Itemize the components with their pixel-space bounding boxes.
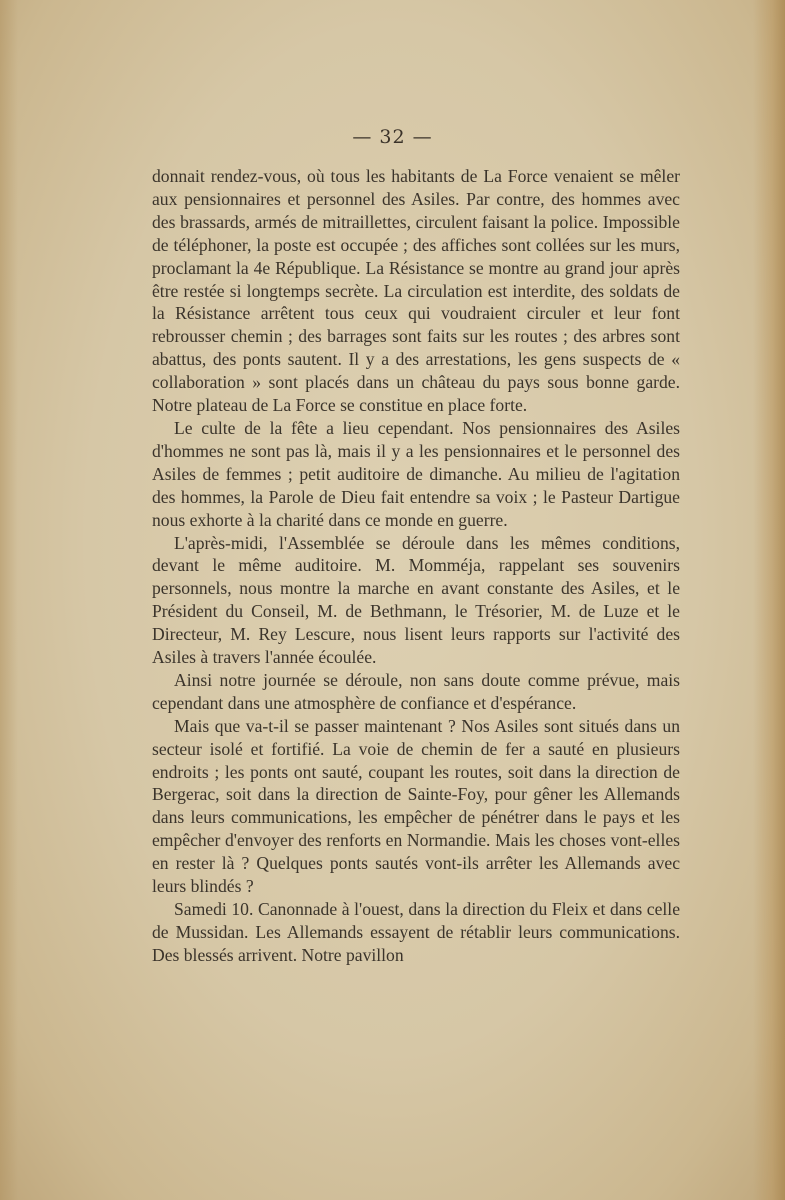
paragraph-2: Le culte de la fête a lieu cependant. Nos pensionnaires des Asiles d'hommes ne sont pas là, mais il y a les pensionnaires et le personnel des Asiles de femmes ; petit auditoire de dimanche. Au milieu de l'agitation des hommes, la Parole de Dieu fait entendre sa voix ; le Pasteur Dartigue nous exhorte à la charité dans ce monde en guerre. [152,417,680,530]
paper-edge-right [753,0,785,1200]
paragraph-1: donnait rendez-vous, où tous les habitants de La Force venaient se mêler aux pensionnaires et personnel des Asiles. Par contre, des hommes avec des brassards, armés de mitraillettes, circulent faisant la police. Impossible de téléphoner, la poste est occupée ; des affiches sont collées sur les murs, proclamant la 4e République. La Résistance se montre au grand jour après être restée si longtemps secrète. La circulation est interdite, des soldats de la Résistance arrêtent tous ceux qui voudraient circuler et leur font rebrousser chemin ; des barrages sont faits sur les routes ; des arbres sont abattus, des ponts sautent. Il y a des arrestations, les gens suspects de « collaboration » sont placés dans un château du pays sous bonne garde. Notre plateau de La Force se constitue en place forte. [152,166,680,416]
paragraph-5: Mais que va-t-il se passer maintenant ? Nos Asiles sont situés dans un secteur isolé et fortifié. La voie de chemin de fer a sauté en plusieurs endroits ; les ponts ont sauté, coupant les routes, soit dans la direction de Bergerac, soit dans la direction de Sainte-Foy, pour gêner les Allemands dans leurs communications, les empêcher de pénétrer dans le pays et les empêcher d'envoyer des renforts en Normandie. Mais les choses vont-elles en rester là ? Quelques ponts sautés vont-ils arrêter les Allemands avec leurs blindés ? [152,715,680,897]
body-text [152,165,680,967]
paper-edge-left [0,0,18,1200]
paragraph-6: Samedi 10. Canonnade à l'ouest, dans la direction du Fleix et dans celle de Mussidan. Les Allemands essayent de rétablir leurs communications. Des blessés arrivent. Notre pavillon [152,899,680,965]
page-number: — 32 — [352,126,433,148]
paragraph-4: Ainsi notre journée se déroule, non sans doute comme prévue, mais cependant dans une atmosphère de confiance et d'espérance. [152,669,680,713]
paragraph-3: L'après-midi, l'Assemblée se déroule dans les mêmes conditions, devant le même auditoire. M. Momméja, rappelant ses souvenirs personnels, nous montre la marche en avant constante des Asiles, et le Président du Conseil, M. de Bethmann, le Trésorier, M. de Luze et le Directeur, M. Rey Lescure, nous lisent leurs rapports sur l'activité des Asiles à travers l'année écoulée. [152,532,680,668]
